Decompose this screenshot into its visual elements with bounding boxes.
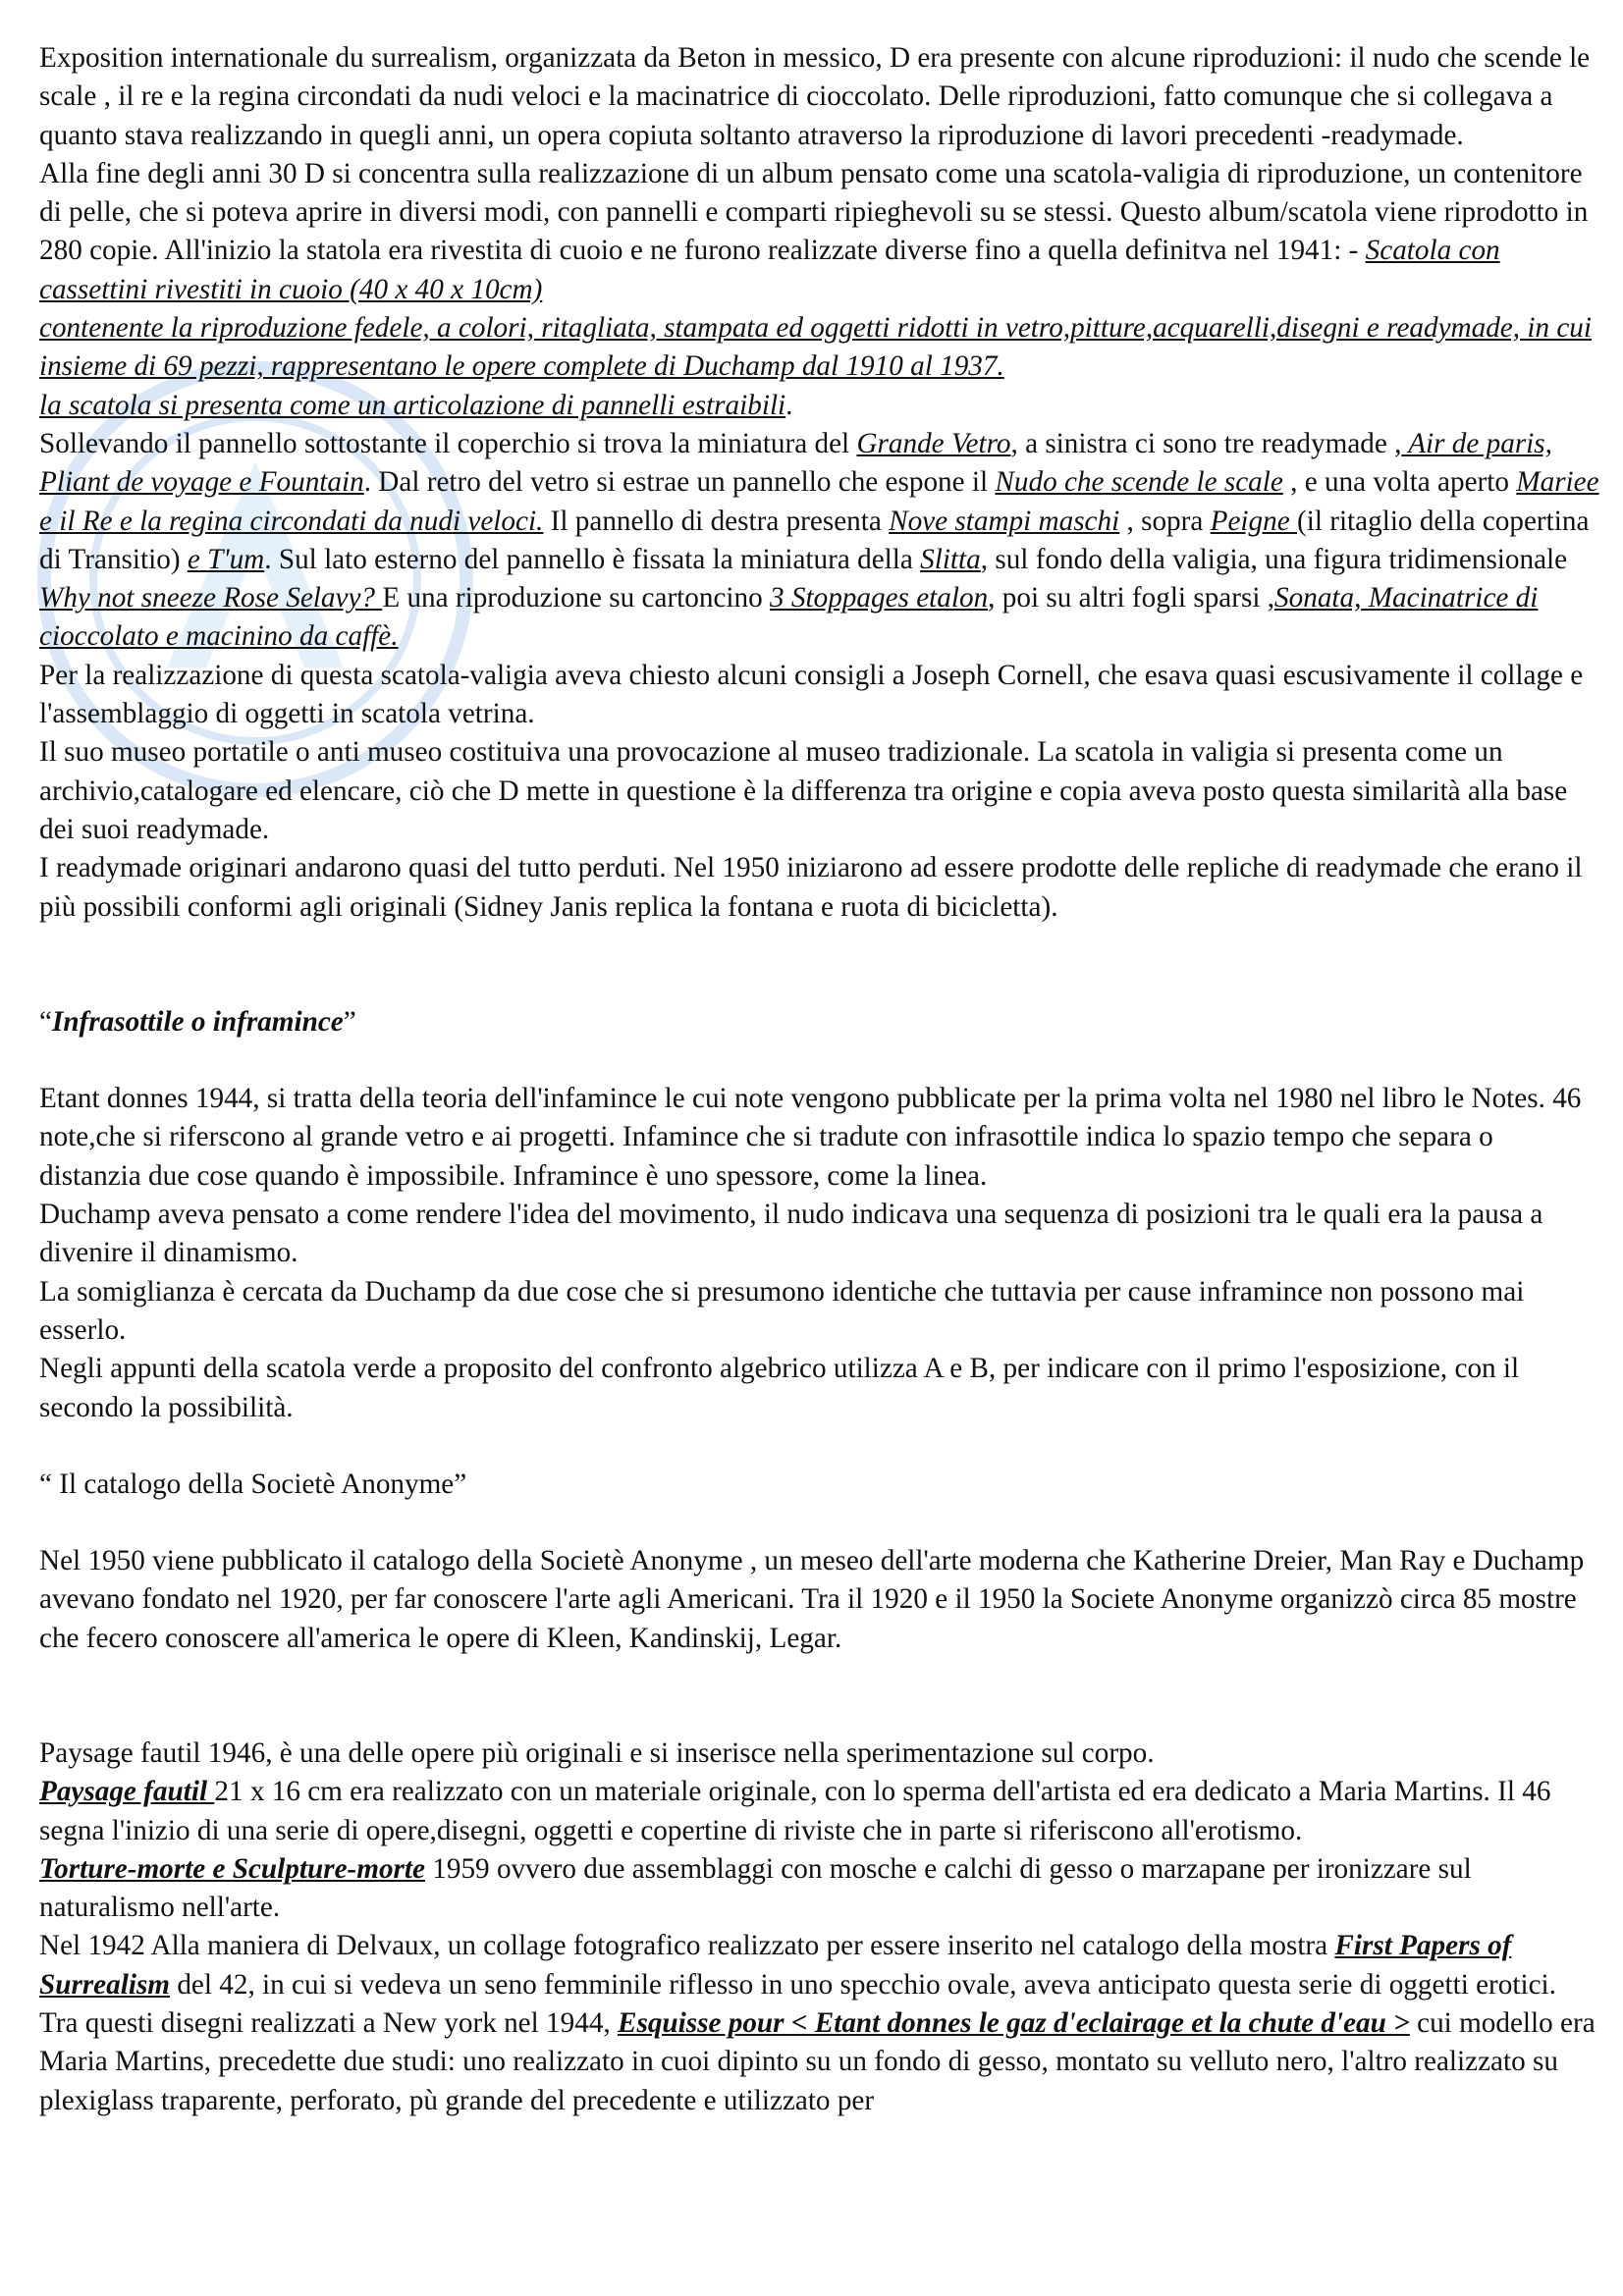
scatola-panels: la scatola si presenta come un articolazione di pannelli estraibili: [39, 389, 786, 421]
quote-close: ”: [343, 1005, 356, 1038]
text: , poi su altri fogli sparsi ,: [988, 582, 1275, 614]
work-title: Peigne: [1210, 505, 1297, 537]
work-title: Esquisse pour < Etant donnes le gaz d'eclairage et la chute d'eau >: [618, 2007, 1410, 2040]
paragraph-scatola-verde: Negli appunti della scatola verde a proposito del confronto algebrico utilizza A e B, per indicare con il primo l'esposizione, con il secondo la possibilità.: [39, 1353, 1520, 1423]
paragraph-first-papers: [39, 1927, 1600, 2004]
text: 1959 ovvero due assemblaggi con mosche e calchi di gesso o marzapane per ironizzare sul naturalismo nell'arte.: [39, 1852, 1472, 1924]
work-title: Slitta: [920, 543, 981, 575]
work-title: Grande Vetro: [856, 427, 1011, 459]
text: (il ritaglio della copertina di Transitio): [39, 505, 1590, 575]
work-title: Mariee e il Re e la regina circondati da nudi veloci.: [39, 466, 1599, 537]
work-title: Air de paris, Pliant de voyage e Fountain: [39, 427, 1552, 499]
paragraph-exposition: Exposition internationale du surrealism, organizzata da Beton in messico, D era presente con alcune riproduzioni: il nudo che scende le scale , il re e la regina circondati da nudi veloci e la macinatrice di cioccolato. Delle riproduzioni, fatto comunque che si collegava a quanto stava realizzando in quegli anni, un opera copiuta soltanto atraverso la riproduzione di lavori precedenti -readymade.: [39, 42, 1591, 151]
text: Alla fine degli anni 30 D si concentra sulla realizzazione di un album pensato come una scatola-valigia di riproduzione, un contenitore di pelle, che si poteva aprire in diversi modi, con pannelli e comparti ripieghevoli su se stessi. Questo album/scatola viene riprodotto in 280 copie. All'inizio la statola era rivestita di cuoio e ne furono realizzate diverse fino a quella definitva nel 1941: -: [39, 157, 1589, 267]
paragraph-cornell: Per la realizzazione di questa scatola-valigia aveva chiesto alcuni consigli a Joseph Cornell, che esava quasi escusivamente il collage e l'assemblaggio di oggetti in scatola vetrina.: [39, 659, 1584, 730]
text: Sollevando il pannello sottostante il coperchio si trova la miniatura del: [39, 427, 857, 459]
work-title: Nudo che scende le scale: [995, 466, 1283, 499]
work-title: Torture-morte e Sculpture-morte: [39, 1852, 425, 1885]
text: , sopra: [1119, 505, 1211, 537]
paragraph-paysage-fautil: [39, 1773, 1600, 1850]
paragraph-torture-morte: [39, 1850, 1600, 1928]
work-title: 3 Stoppages etalon: [770, 582, 989, 614]
scatola-title: Scatola con cassettini rivestiti in cuoio (40 x 40 x 10cm): [39, 235, 1500, 305]
work-title: Paysage fautil: [39, 1776, 215, 1808]
text: . Sul lato esterno del pannello è fissata la miniatura della: [264, 543, 921, 575]
work-title: Sonata, Macinatrice di cioccolato e macinino da caffè.: [39, 582, 1539, 653]
text: E una riproduzione su cartoncino: [382, 582, 771, 614]
heading-infrasottile-title: Infrasottile o inframince: [51, 1005, 344, 1038]
paragraph-scatola-valigia: [39, 155, 1600, 425]
work-title: Why not sneeze Rose Selavy?: [39, 582, 383, 614]
paragraph-pannelli: [39, 425, 1600, 657]
paragraph-repliche: I readymade originari andarono quasi del tutto perduti. Nel 1950 iniziarono ad essere prodotte delle repliche di readymade che erano il più possibili conformi agli originali (Sidney Janis replica la fontana e ruota di bicicletta).: [39, 852, 1583, 923]
work-title: Nove stampi maschi: [889, 505, 1120, 537]
text: Il pannello di destra presenta: [543, 505, 890, 537]
text: , sul fondo della valigia, una figura tridimensionale: [980, 543, 1568, 575]
text: , a sinistra ci sono tre readymade ,: [1010, 427, 1402, 459]
paragraph-paysage-intro: Paysage fautil 1946, è una delle opere più originali e si inserisce nella sperimentazione sul corpo.: [39, 1736, 1155, 1769]
paragraph-movimento: Duchamp aveva pensato a come rendere l'idea del movimento, il nudo indicava una sequenza di posizioni tra le quali era la pausa a divenire il dinamismo.: [39, 1199, 1543, 1269]
text: , e una volta aperto: [1282, 466, 1517, 499]
heading-infrasottile: [39, 1003, 1600, 1041]
text: . Dal retro del vetro si estrae un pannello che espone il: [363, 466, 996, 499]
paragraph-museo-portatile: Il suo museo portatile o anti museo costituiva una provocazione al museo tradizionale. La scatola in valigia si presenta come un archivio,catalogare ed elencare, ciò che D mette in questione è la differenza tra origine e copia aveva posto questa similarità alla base dei suoi readymade.: [39, 736, 1568, 845]
paragraph-etant-donnes: Etant donnes 1944, si tratta della teoria dell'infamince le cui note vengono pubblicate per la prima volta nel 1980 nel libro le Notes. 46 note,che si riferscono al grande vetro e ai progetti. Infamince che si tradute con infrasottile indica lo spazio tempo che separa o distanzia due cose quando è impossibile. Inframince è uno spessore, come la linea.: [39, 1083, 1582, 1192]
text: .: [785, 389, 793, 421]
work-title: e T'um: [187, 543, 265, 575]
text: cui modello era Maria Martins, precedette due studi: uno realizzato in cuoi dipinto su un fondo di gesso, montato su velluto nero, l'altro realizzato su plexiglass traparente, perforato, pù grande del precedente e utilizzato per: [39, 2007, 1596, 2116]
scatola-description: contenente la riproduzione fedele, a colori, ritagliata, stampata ed oggetti ridotti in vetro,pitture,acquarelli,disegni e readymade, in cui insieme di 69 pezzi, rappresentano le opere complete di Duchamp dal 1910 al 1937.: [39, 312, 1593, 383]
heading-societe-anonyme: “ Il catalogo della Societè Anonyme”: [39, 1468, 467, 1500]
paragraph-somiglianza: La somiglianza è cercata da Duchamp da due cose che si presumono identiche che tuttavia per cause inframince non possono mai esserlo.: [39, 1275, 1525, 1346]
text: del 42, in cui si vedeva un seno femminile riflesso in uno specchio ovale, aveva anticipato questa serie di oggetti erotici.: [170, 1968, 1556, 2001]
paragraph-catalogo: Nel 1950 viene pubblicato il catalogo della Societè Anonyme , un meseo dell'arte moderna che Katherine Dreier, Man Ray e Duchamp avevano fondato nel 1920, per far conoscere l'arte agli Americani. Tra il 1920 e il 1950 la Societe Anonyme organizzò circa 85 mostre che fecero conoscere all'america le opere di Kleen, Kandinskij, Legar.: [39, 1545, 1585, 1654]
document-page: [39, 39, 1600, 2120]
text: Tra questi disegni realizzati a New york nel 1944,: [39, 2007, 619, 2040]
quote-open: “: [39, 1005, 52, 1038]
text: 21 x 16 cm era realizzato con un materiale originale, con lo sperma dell'artista ed era dedicato a Maria Martins. Il 46 segna l'inizio di una serie di opere,disegni, oggetti e copertine di riviste che in parte si riferiscono all'erotismo.: [39, 1776, 1551, 1846]
text: Nel 1942 Alla maniera di Delvaux, un collage fotografico realizzato per essere inserito nel catalogo della mostra: [39, 1930, 1335, 1962]
work-title: First Papers of Surrealism: [39, 1930, 1512, 2001]
paragraph-esquisse: [39, 2004, 1600, 2120]
